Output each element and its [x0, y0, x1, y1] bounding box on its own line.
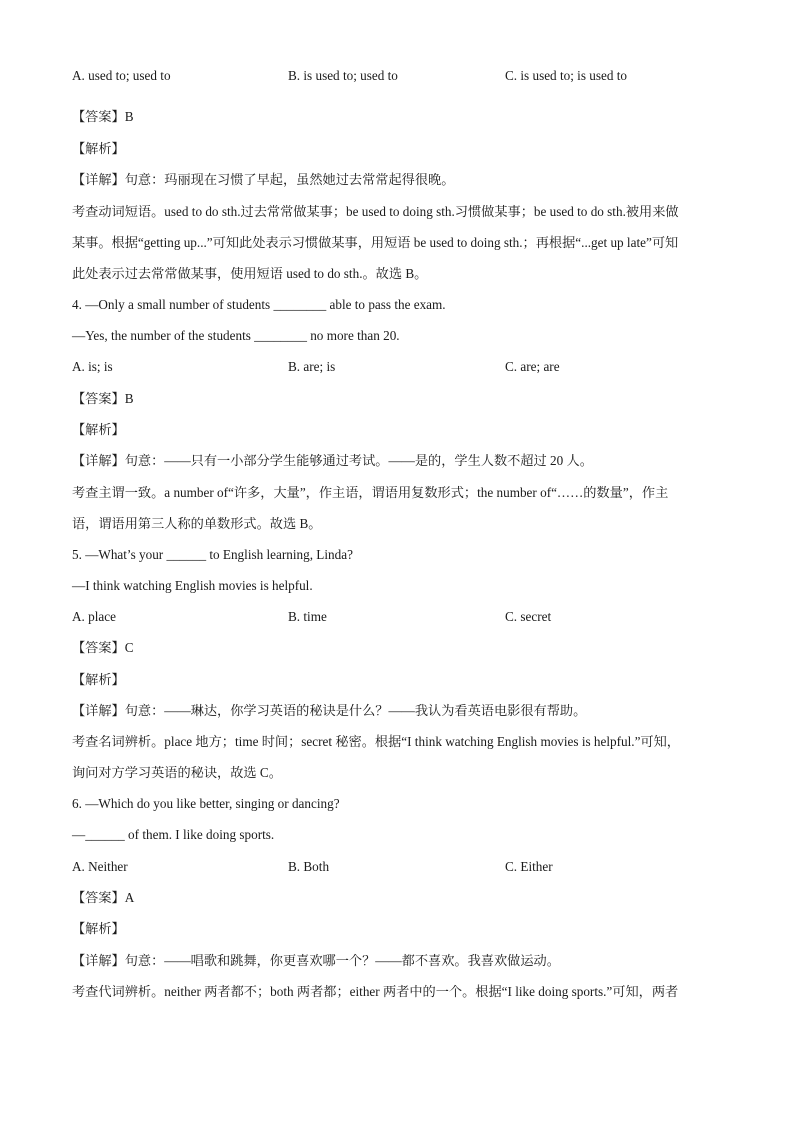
q4-analysis-heading: 【解析】 [72, 422, 125, 437]
q5-stem-line-1: 5. —What’s your ______ to English learning, Linda? [72, 547, 353, 562]
q5-stem-line-2: —I think watching English movies is helpful. [72, 578, 313, 593]
q6-stem-line-1: 6. —Which do you like better, singing or dancing? [72, 796, 340, 811]
q4-option-c: C. are; are [505, 359, 560, 374]
q5-answer: 【答案】C [72, 640, 134, 655]
q4-stem-line-2: —Yes, the number of the students ________ no more than 20. [72, 328, 400, 343]
q4-option-b: B. are; is [288, 359, 336, 374]
q6-detail: 【详解】句意：——唱歌和跳舞，你更喜欢哪一个？——都不喜欢。我喜欢做运动。 [72, 953, 560, 968]
q6-explanation-line-1: 考查代词辨析。neither 两者都不；both 两者都；either 两者中的一个。根据“I like doing sports.”可知，两者 [72, 984, 679, 999]
q4-option-a: A. is; is [72, 359, 113, 374]
q3-answer: 【答案】B [72, 109, 134, 124]
q4-explanation-line-2: 语，谓语用第三人称的单数形式。故选 B。 [72, 516, 322, 531]
q6-answer: 【答案】A [72, 890, 135, 905]
q6-option-a: A. Neither [72, 859, 128, 874]
q3-explanation-line-1: 考查动词短语。used to do sth.过去常常做某事；be used to doing sth.习惯做某事；be used to do sth.被用来做 [72, 204, 679, 219]
q6-option-c: C. Either [505, 859, 553, 874]
q3-analysis-heading: 【解析】 [72, 141, 125, 156]
q6-stem-line-2: —______ of them. I like doing sports. [72, 827, 275, 842]
q6-option-b: B. Both [288, 859, 330, 874]
q5-explanation-line-1: 考查名词辨析。place 地方；time 时间；secret 秘密。根据“I think watching English movies is helpful.”可知， [72, 734, 680, 749]
q3-explanation-line-3: 此处表示过去常常做某事，使用短语 used to do sth.。故选 B。 [72, 266, 428, 281]
q5-analysis-heading: 【解析】 [72, 672, 125, 687]
q4-explanation-line-1: 考查主谓一致。a number of“许多，大量”，作主语，谓语用复数形式；the number of“……的数量”，作主 [72, 485, 669, 500]
q5-option-c: C. secret [505, 609, 552, 624]
q3-detail: 【详解】句意：玛丽现在习惯了早起，虽然她过去常常起得很晚。 [72, 172, 455, 187]
q3-option-c: C. is used to; is used to [505, 68, 627, 83]
q4-detail: 【详解】句意：——只有一小部分学生能够通过考试。——是的，学生人数不超过 20 人。 [72, 453, 593, 468]
q5-explanation-line-2: 询问对方学习英语的秘诀，故选 C。 [72, 765, 282, 780]
q6-analysis-heading: 【解析】 [72, 921, 125, 936]
q3-option-a: A. used to; used to [72, 68, 171, 83]
q4-stem-line-1: 4. —Only a small number of students ________ able to pass the exam. [72, 297, 446, 312]
q3-explanation-line-2: 某事。根据“getting up...”可知此处表示习惯做某事，用短语 be used to doing sth.；再根据“...get up late”可知 [72, 235, 679, 250]
q5-detail: 【详解】句意：——琳达，你学习英语的秘诀是什么？——我认为看英语电影很有帮助。 [72, 703, 587, 718]
q5-option-b: B. time [288, 609, 327, 624]
q5-option-a: A. place [72, 609, 116, 624]
q4-answer: 【答案】B [72, 391, 134, 406]
q3-option-b: B. is used to; used to [288, 68, 398, 83]
